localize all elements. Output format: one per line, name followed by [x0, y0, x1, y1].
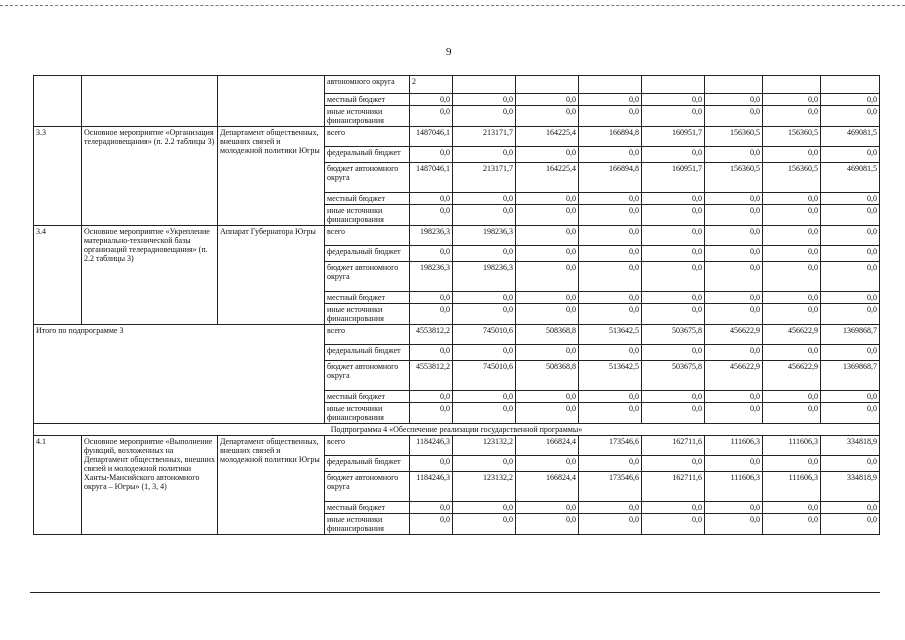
- value-cell: 0,0: [410, 205, 453, 226]
- value-cell: 0,0: [642, 226, 705, 246]
- value-cell: 0,0: [453, 193, 516, 205]
- row-number-cell: [34, 76, 82, 127]
- value-cell: 213171,7: [453, 127, 516, 147]
- activity-name-cell: [82, 76, 218, 127]
- value-cell: 162711,6: [642, 436, 705, 456]
- row-number-cell: 3.3: [34, 127, 82, 226]
- value-cell: 0,0: [705, 403, 763, 424]
- value-cell: [579, 76, 642, 94]
- value-cell: [516, 76, 579, 94]
- value-cell: 1369868,7: [821, 361, 880, 391]
- value-cell: 0,0: [516, 391, 579, 403]
- funding-source-label: бюджет автономного округа: [325, 262, 410, 292]
- value-cell: 469081,5: [821, 127, 880, 147]
- value-cell: 160951,7: [642, 163, 705, 193]
- value-cell: 0,0: [642, 456, 705, 472]
- value-cell: [642, 76, 705, 94]
- value-cell: 0,0: [763, 106, 821, 127]
- value-cell: 173546,6: [579, 472, 642, 502]
- value-cell: 0,0: [763, 292, 821, 304]
- value-cell: 0,0: [642, 502, 705, 514]
- value-cell: 1184246,3: [410, 436, 453, 456]
- value-cell: 0,0: [642, 193, 705, 205]
- value-cell: 0,0: [705, 147, 763, 163]
- value-cell: 164225,4: [516, 127, 579, 147]
- value-cell: 0,0: [763, 205, 821, 226]
- value-cell: 0,0: [579, 514, 642, 535]
- funding-source-label: иные источники финансирования: [325, 304, 410, 325]
- funding-source-label: местный бюджет: [325, 94, 410, 106]
- value-cell: 0,0: [763, 514, 821, 535]
- value-cell: 0,0: [705, 193, 763, 205]
- value-cell: 0,0: [705, 514, 763, 535]
- value-cell: 0,0: [579, 262, 642, 292]
- value-cell: 0,0: [516, 292, 579, 304]
- value-cell: 0,0: [453, 502, 516, 514]
- value-cell: 0,0: [763, 193, 821, 205]
- value-cell: 0,0: [642, 147, 705, 163]
- funding-source-label: всего: [325, 127, 410, 147]
- value-cell: 198236,3: [410, 262, 453, 292]
- value-cell: 0,0: [410, 246, 453, 262]
- funding-source-label: местный бюджет: [325, 502, 410, 514]
- value-cell: 0,0: [763, 94, 821, 106]
- value-cell: 0,0: [453, 391, 516, 403]
- value-cell: 0,0: [516, 147, 579, 163]
- value-cell: 123132,2: [453, 472, 516, 502]
- value-cell: 0,0: [579, 403, 642, 424]
- value-cell: 0,0: [705, 456, 763, 472]
- value-cell: 0,0: [763, 246, 821, 262]
- activity-name-cell: Основное мероприятие «Организация телерадиовещания» (п. 2.2 таблицы 3): [82, 127, 218, 226]
- value-cell: [821, 76, 880, 94]
- value-cell: 0,0: [821, 106, 880, 127]
- table-row: [34, 436, 880, 456]
- funding-source-label: местный бюджет: [325, 292, 410, 304]
- funding-source-label: иные источники финансирования: [325, 205, 410, 226]
- value-cell: 0,0: [516, 226, 579, 246]
- value-cell: 0,0: [763, 456, 821, 472]
- table-body: [34, 76, 880, 535]
- scan-bottom-margin: [0, 592, 905, 640]
- value-cell: 0,0: [516, 502, 579, 514]
- value-cell: 0,0: [642, 246, 705, 262]
- value-cell: 0,0: [410, 403, 453, 424]
- value-cell: 513642,5: [579, 361, 642, 391]
- value-cell: 0,0: [642, 345, 705, 361]
- value-cell: 456622,9: [763, 361, 821, 391]
- value-cell: 0,0: [453, 456, 516, 472]
- value-cell: 0,0: [821, 304, 880, 325]
- value-cell: 0,0: [516, 403, 579, 424]
- value-cell: 111606,3: [763, 472, 821, 502]
- value-cell: 0,0: [705, 304, 763, 325]
- value-cell: 0,0: [453, 514, 516, 535]
- value-cell: 0,0: [705, 205, 763, 226]
- value-cell: 0,0: [410, 456, 453, 472]
- funding-source-label: федеральный бюджет: [325, 246, 410, 262]
- funding-source-label: всего: [325, 325, 410, 345]
- value-cell: 0,0: [516, 205, 579, 226]
- value-cell: 0,0: [705, 262, 763, 292]
- value-cell: 0,0: [705, 226, 763, 246]
- funding-source-label: федеральный бюджет: [325, 147, 410, 163]
- value-cell: 0,0: [516, 345, 579, 361]
- row-number-cell: 4.1: [34, 436, 82, 535]
- value-cell: 0,0: [579, 304, 642, 325]
- value-cell: 162711,6: [642, 472, 705, 502]
- value-cell: 0,0: [705, 502, 763, 514]
- value-cell: 0,0: [516, 246, 579, 262]
- value-cell: 2: [410, 76, 453, 94]
- value-cell: [453, 76, 516, 94]
- value-cell: 198236,3: [410, 226, 453, 246]
- value-cell: 0,0: [410, 345, 453, 361]
- executor-cell: Департамент общественных, внешних связей и молодежной политики Югры: [218, 127, 325, 226]
- funding-source-label: иные источники финансирования: [325, 403, 410, 424]
- table-row: [34, 226, 880, 246]
- value-cell: 0,0: [453, 403, 516, 424]
- row-number-cell: 3.4: [34, 226, 82, 325]
- value-cell: 198236,3: [453, 262, 516, 292]
- funding-source-label: федеральный бюджет: [325, 456, 410, 472]
- value-cell: 0,0: [763, 403, 821, 424]
- value-cell: 745010,6: [453, 361, 516, 391]
- funding-source-label: всего: [325, 436, 410, 456]
- value-cell: 0,0: [821, 205, 880, 226]
- value-cell: 0,0: [821, 193, 880, 205]
- value-cell: 0,0: [642, 106, 705, 127]
- value-cell: 0,0: [579, 226, 642, 246]
- value-cell: 0,0: [453, 147, 516, 163]
- value-cell: 0,0: [410, 94, 453, 106]
- value-cell: 0,0: [410, 292, 453, 304]
- table-row: [34, 76, 880, 94]
- value-cell: 0,0: [821, 391, 880, 403]
- value-cell: 213171,7: [453, 163, 516, 193]
- value-cell: 0,0: [763, 262, 821, 292]
- value-cell: 0,0: [579, 193, 642, 205]
- value-cell: 456622,9: [763, 325, 821, 345]
- value-cell: 0,0: [453, 94, 516, 106]
- value-cell: 0,0: [821, 292, 880, 304]
- value-cell: 0,0: [705, 391, 763, 403]
- value-cell: 0,0: [705, 246, 763, 262]
- value-cell: 0,0: [642, 262, 705, 292]
- scan-top-edge: [0, 5, 905, 6]
- value-cell: 166894,8: [579, 127, 642, 147]
- value-cell: 0,0: [821, 345, 880, 361]
- budget-table: [33, 75, 880, 535]
- value-cell: 156360,5: [763, 127, 821, 147]
- funding-source-label: иные источники финансирования: [325, 514, 410, 535]
- value-cell: 0,0: [821, 502, 880, 514]
- value-cell: 0,0: [763, 502, 821, 514]
- value-cell: 0,0: [642, 514, 705, 535]
- value-cell: 456622,9: [705, 325, 763, 345]
- page-number: 9: [446, 46, 452, 58]
- value-cell: 508368,8: [516, 325, 579, 345]
- value-cell: 0,0: [453, 246, 516, 262]
- value-cell: [763, 76, 821, 94]
- value-cell: 0,0: [821, 226, 880, 246]
- funding-source-label: местный бюджет: [325, 391, 410, 403]
- value-cell: 0,0: [705, 94, 763, 106]
- value-cell: 503675,8: [642, 361, 705, 391]
- value-cell: 0,0: [410, 147, 453, 163]
- subtotal-label: Итого по подпрограмме 3: [34, 325, 325, 424]
- funding-source-label: бюджет автономного округа: [325, 472, 410, 502]
- funding-source-label: всего: [325, 226, 410, 246]
- funding-source-label: бюджет автономного округа: [325, 361, 410, 391]
- value-cell: 0,0: [821, 262, 880, 292]
- value-cell: 0,0: [642, 94, 705, 106]
- value-cell: 503675,8: [642, 325, 705, 345]
- value-cell: 513642,5: [579, 325, 642, 345]
- value-cell: 0,0: [763, 226, 821, 246]
- value-cell: 508368,8: [516, 361, 579, 391]
- value-cell: 0,0: [821, 147, 880, 163]
- value-cell: 1369868,7: [821, 325, 880, 345]
- value-cell: 1184246,3: [410, 472, 453, 502]
- value-cell: 111606,3: [763, 436, 821, 456]
- value-cell: 0,0: [579, 106, 642, 127]
- value-cell: 0,0: [579, 292, 642, 304]
- value-cell: 0,0: [516, 193, 579, 205]
- value-cell: 0,0: [410, 106, 453, 127]
- value-cell: 0,0: [516, 514, 579, 535]
- value-cell: 0,0: [642, 205, 705, 226]
- value-cell: 0,0: [516, 304, 579, 325]
- value-cell: 334818,9: [821, 436, 880, 456]
- executor-cell: Аппарат Губернатора Югры: [218, 226, 325, 325]
- executor-cell: Департамент общественных, внешних связей и молодежной политики Югры: [218, 436, 325, 535]
- table-row: [34, 127, 880, 147]
- activity-name-cell: Основное мероприятие «Выполнение функций, возложенных на Департамент общественных, внешних связей и молодежной политики Ханты-Мансийского автономного округа – Югры» (1, 3, 4): [82, 436, 218, 535]
- value-cell: 166894,8: [579, 163, 642, 193]
- value-cell: 156360,5: [763, 163, 821, 193]
- value-cell: 0,0: [516, 262, 579, 292]
- value-cell: 0,0: [579, 147, 642, 163]
- value-cell: 334818,9: [821, 472, 880, 502]
- value-cell: 0,0: [410, 514, 453, 535]
- value-cell: 160951,7: [642, 127, 705, 147]
- value-cell: 0,0: [453, 292, 516, 304]
- funding-source-label: федеральный бюджет: [325, 345, 410, 361]
- value-cell: 0,0: [453, 205, 516, 226]
- value-cell: 0,0: [821, 403, 880, 424]
- value-cell: 0,0: [579, 345, 642, 361]
- value-cell: 198236,3: [453, 226, 516, 246]
- funding-source-label: местный бюджет: [325, 193, 410, 205]
- value-cell: 173546,6: [579, 436, 642, 456]
- value-cell: 0,0: [579, 246, 642, 262]
- table-row: [34, 424, 880, 436]
- value-cell: 0,0: [642, 391, 705, 403]
- value-cell: 111606,3: [705, 472, 763, 502]
- value-cell: 0,0: [410, 193, 453, 205]
- value-cell: 0,0: [516, 456, 579, 472]
- funding-source-label: иные источники финансирования: [325, 106, 410, 127]
- value-cell: 0,0: [453, 106, 516, 127]
- activity-name-cell: Основное мероприятие «Укрепление материально-технической базы организаций телерадиовещания» (п. 2.2 таблицы 3): [82, 226, 218, 325]
- value-cell: 0,0: [705, 345, 763, 361]
- value-cell: 123132,2: [453, 436, 516, 456]
- value-cell: 111606,3: [705, 436, 763, 456]
- value-cell: 0,0: [821, 246, 880, 262]
- value-cell: 0,0: [705, 106, 763, 127]
- value-cell: 0,0: [516, 106, 579, 127]
- value-cell: 0,0: [410, 502, 453, 514]
- value-cell: 0,0: [410, 391, 453, 403]
- value-cell: 0,0: [516, 94, 579, 106]
- value-cell: 0,0: [579, 456, 642, 472]
- value-cell: 469081,5: [821, 163, 880, 193]
- funding-source-label: бюджет автономного округа: [325, 163, 410, 193]
- value-cell: 0,0: [642, 403, 705, 424]
- value-cell: 4553812,2: [410, 361, 453, 391]
- value-cell: 166824,4: [516, 472, 579, 502]
- value-cell: 1487046,1: [410, 127, 453, 147]
- subprogram-header: Подпрограмма 4 «Обеспечение реализации государственной программы»: [34, 424, 880, 436]
- value-cell: 745010,6: [453, 325, 516, 345]
- value-cell: 0,0: [821, 514, 880, 535]
- scan-cut-line: [30, 592, 880, 593]
- value-cell: 0,0: [579, 391, 642, 403]
- value-cell: 0,0: [579, 502, 642, 514]
- value-cell: 0,0: [763, 304, 821, 325]
- value-cell: 0,0: [579, 94, 642, 106]
- executor-cell: [218, 76, 325, 127]
- value-cell: 0,0: [410, 304, 453, 325]
- value-cell: 156360,5: [705, 163, 763, 193]
- value-cell: 0,0: [453, 304, 516, 325]
- value-cell: 0,0: [763, 391, 821, 403]
- value-cell: 0,0: [579, 205, 642, 226]
- value-cell: 156360,5: [705, 127, 763, 147]
- value-cell: 0,0: [763, 147, 821, 163]
- value-cell: 0,0: [763, 345, 821, 361]
- value-cell: 164225,4: [516, 163, 579, 193]
- value-cell: 166824,4: [516, 436, 579, 456]
- value-cell: 4553812,2: [410, 325, 453, 345]
- value-cell: 0,0: [821, 94, 880, 106]
- value-cell: 0,0: [642, 292, 705, 304]
- value-cell: 1487046,1: [410, 163, 453, 193]
- funding-source-label: автономного округа: [325, 76, 410, 94]
- value-cell: 0,0: [453, 345, 516, 361]
- value-cell: 0,0: [821, 456, 880, 472]
- value-cell: 456622,9: [705, 361, 763, 391]
- value-cell: 0,0: [642, 304, 705, 325]
- value-cell: [705, 76, 763, 94]
- value-cell: 0,0: [705, 292, 763, 304]
- table-row: [34, 325, 880, 345]
